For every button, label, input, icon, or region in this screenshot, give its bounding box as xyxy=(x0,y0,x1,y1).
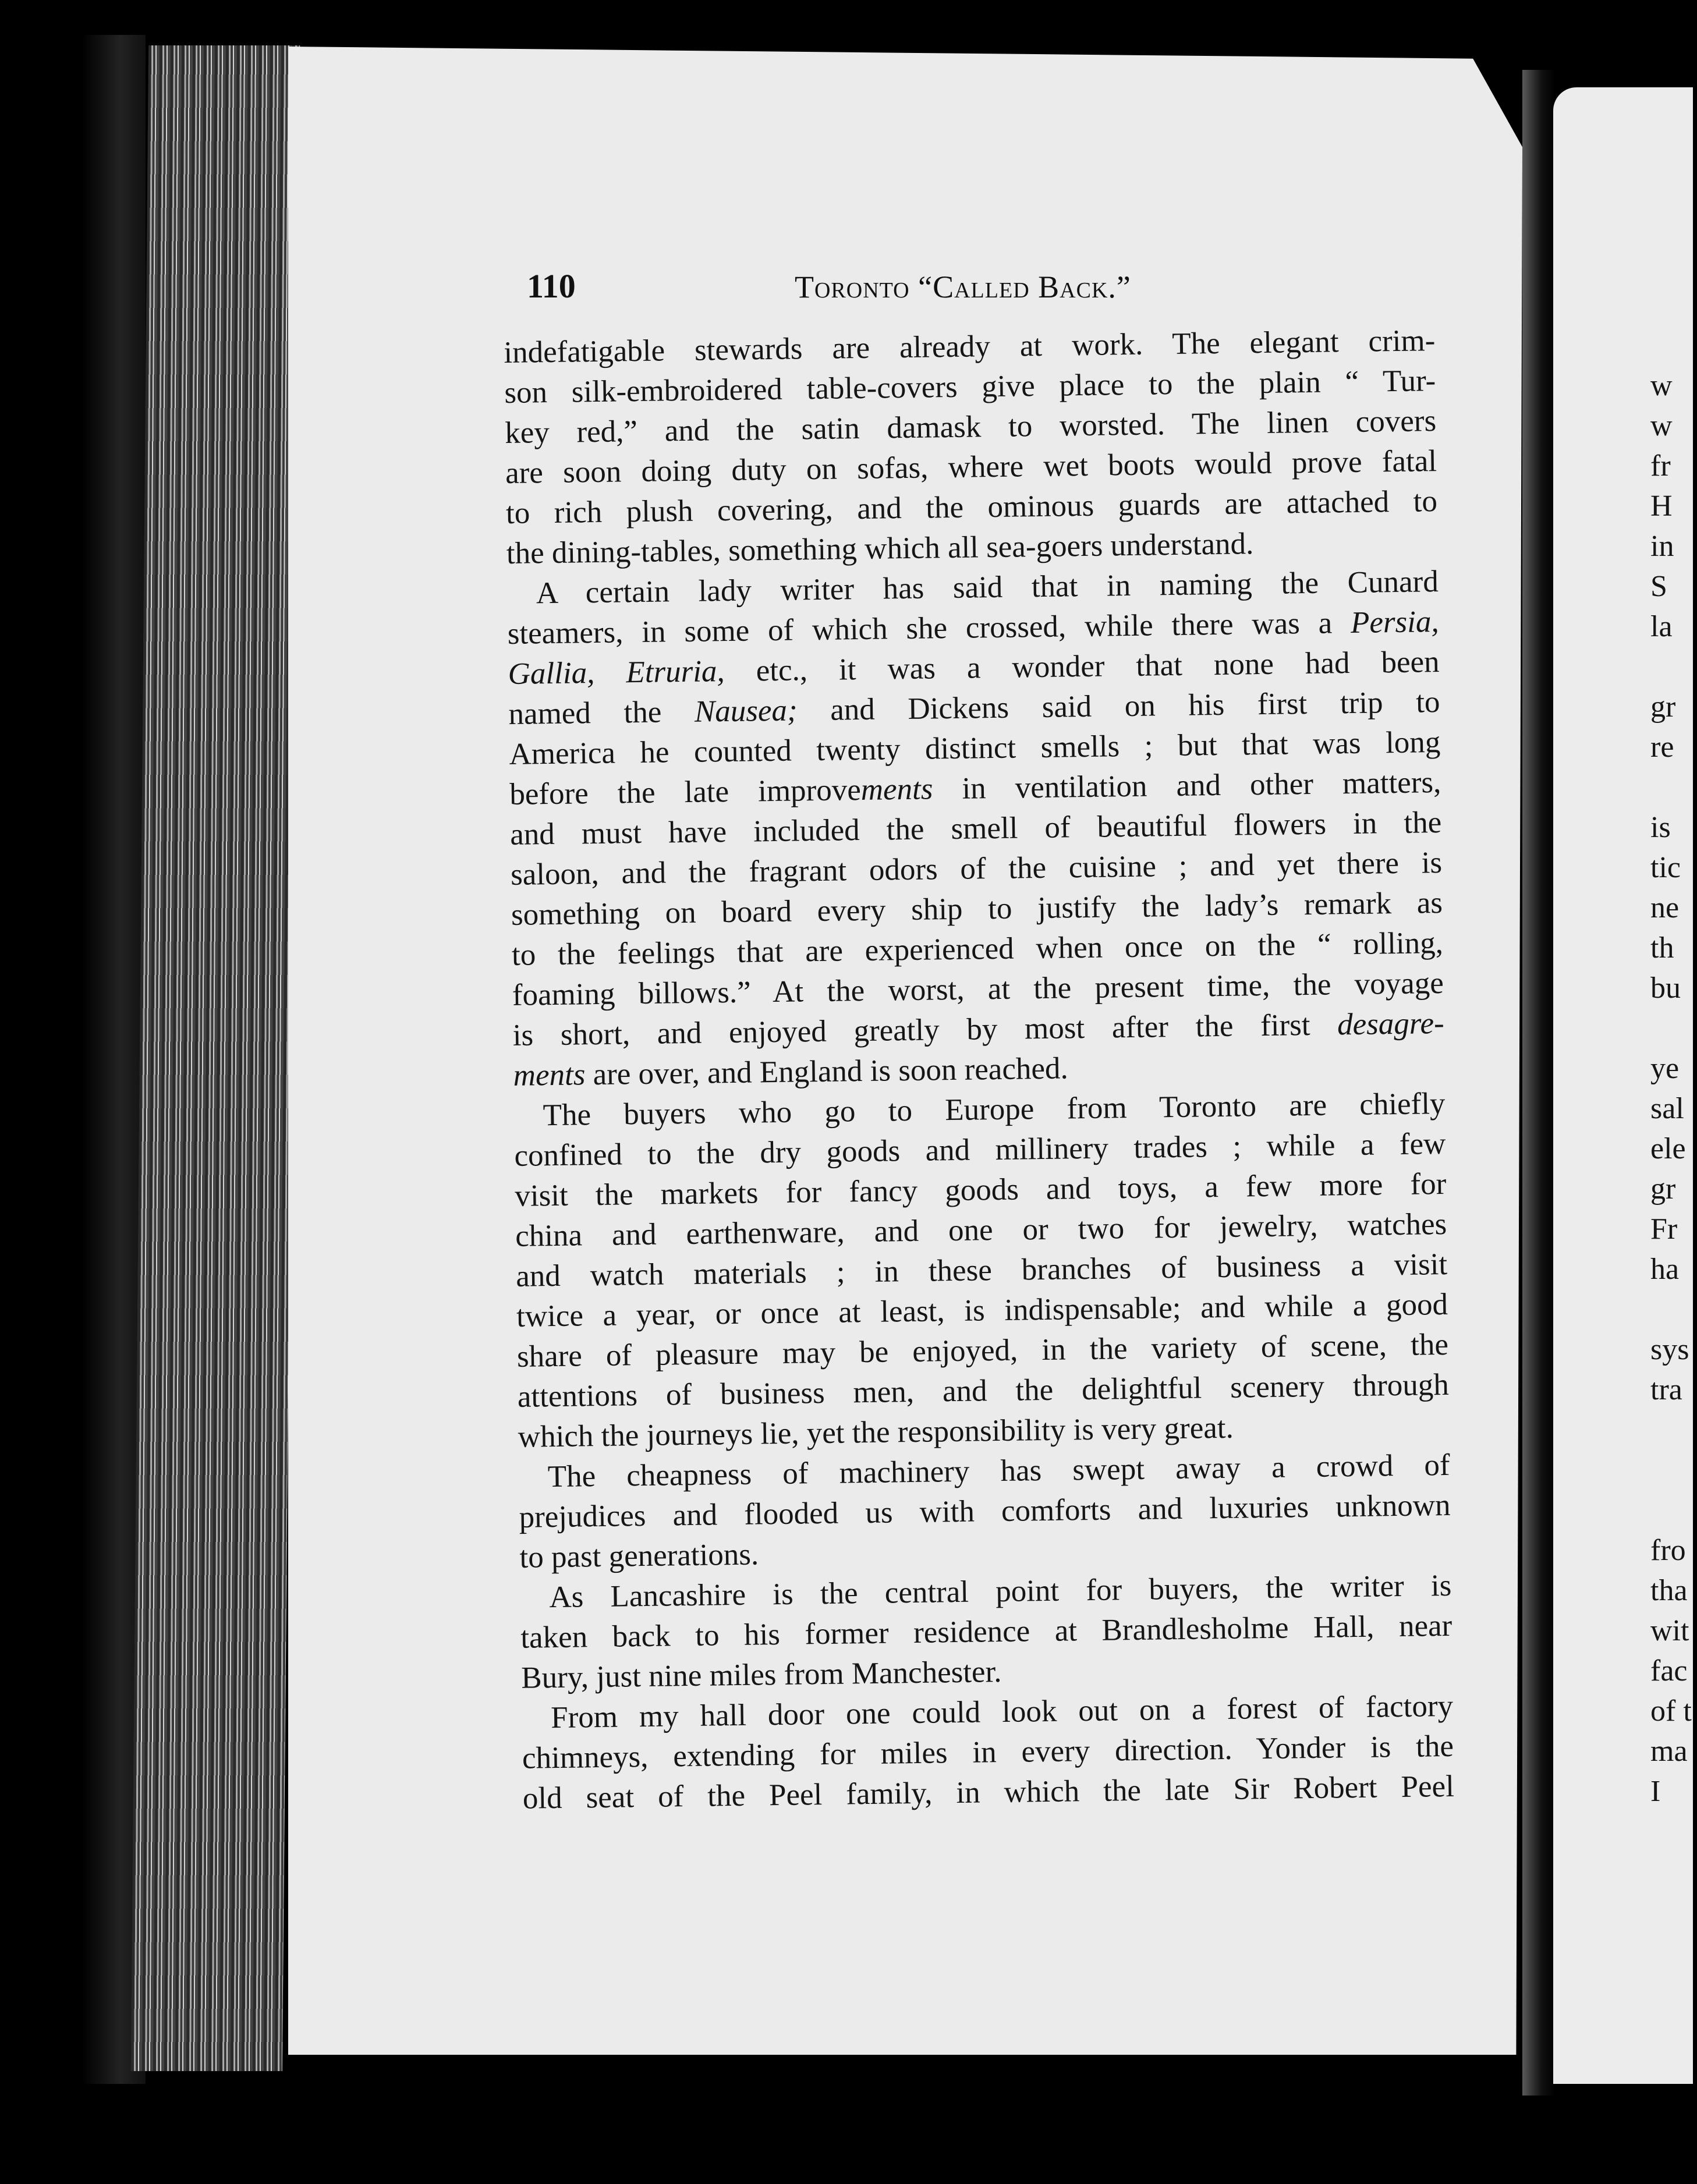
text-line: A certain lady writer has said that in naming the Cunard xyxy=(536,565,1439,611)
text-line: The cheapness of machinery has swept away a crowd of xyxy=(547,1448,1450,1494)
text-line: son silk-embroidered table-covers give place to the plain “ Tur- xyxy=(504,364,1436,410)
fragment: of t xyxy=(1650,1694,1692,1728)
text-line: From my hall door one could look out on a forest of factory xyxy=(550,1689,1454,1735)
text-line: share of pleasure may be enjoyed, in the variety of scene, the xyxy=(516,1327,1449,1374)
text-line: old seat of the Peel family, in which the late Sir Robert Peel xyxy=(522,1769,1455,1816)
text-line: confined to the dry goods and millinery trades ; while a few xyxy=(514,1126,1446,1173)
text-line: ments are over, and England is soon reached. xyxy=(513,1051,1069,1093)
fragment: th xyxy=(1650,931,1674,965)
fragment: bu xyxy=(1650,972,1681,1005)
fragment xyxy=(1650,1289,1697,1329)
fragment: is xyxy=(1650,811,1671,844)
page-number: 110 xyxy=(527,267,576,305)
fragment: fr xyxy=(1650,449,1671,483)
fragment: w xyxy=(1650,369,1673,402)
text-line: which the journeys lie, yet the responsibility is very great. xyxy=(518,1410,1234,1454)
fragment: tic xyxy=(1650,851,1681,884)
text-line: and watch materials ; in these branches of business a visit xyxy=(515,1247,1448,1293)
text-line: As Lancashire is the central point for buyers, the writer is xyxy=(549,1568,1452,1615)
page-header xyxy=(527,267,1196,313)
text-line: taken back to his former residence at Brandlesholme Hall, near xyxy=(520,1608,1452,1655)
page-edge-stack xyxy=(131,45,300,2071)
fragment xyxy=(1650,767,1697,807)
fragment: ele xyxy=(1650,1132,1686,1165)
fragment: re xyxy=(1650,731,1674,764)
text-line: to the feelings that are experienced when once on the “ rolling, xyxy=(511,926,1444,972)
text-line: named the Nausea; and Dickens said on his first trip to xyxy=(508,685,1440,731)
fragment xyxy=(1650,1450,1697,1490)
text-line: the dining-tables, something which all sea-goers understand. xyxy=(506,527,1254,570)
text-line: Bury, just nine miles from Manchester. xyxy=(520,1655,1002,1695)
fragment: fro xyxy=(1650,1534,1686,1567)
text-line: twice a year, or once at least, is indispensable; and while a good xyxy=(516,1287,1448,1334)
fragment: w xyxy=(1650,409,1673,442)
fragment xyxy=(1650,647,1697,687)
fragment: ha xyxy=(1650,1253,1680,1286)
text-line: key red,” and the satin damask to worsted. The linen covers xyxy=(504,404,1437,450)
body-text xyxy=(504,321,1454,1819)
text-line: is short, and enjoyed greatly by most after the first desagre- xyxy=(512,1006,1445,1052)
fragment: tha xyxy=(1650,1574,1688,1607)
text-line: The buyers who go to Europe from Toronto are chiefly xyxy=(543,1086,1446,1133)
right-page-text-fragments xyxy=(1650,366,1697,1811)
fragment: H xyxy=(1650,490,1673,523)
text-line: prejudices and flooded us with comforts and luxuries unknown xyxy=(519,1488,1451,1534)
fragment: la xyxy=(1650,610,1673,643)
fragment: S xyxy=(1650,570,1667,603)
fragment: sys xyxy=(1650,1333,1689,1366)
running-head: Toronto “Called Back.” xyxy=(795,270,1131,304)
text-line: America he counted twenty distinct smells ; but that was long xyxy=(509,725,1441,771)
text-line: Gallia, Etruria, etc., it was a wonder that none had been xyxy=(508,645,1440,691)
fragment: fac xyxy=(1650,1654,1688,1687)
fragment: ye xyxy=(1650,1052,1680,1085)
fragment: ne xyxy=(1650,891,1680,924)
fragment: gr xyxy=(1650,1172,1676,1206)
text-line: steamers, in some of which she crossed, while there was a Persia, xyxy=(507,605,1440,651)
fragment: Fr xyxy=(1650,1212,1678,1246)
text-line: indefatigable stewards are already at work. The elegant crim- xyxy=(504,324,1436,370)
text-line: to rich plush covering, and the ominous guards are attached to xyxy=(505,484,1438,530)
fragment: gr xyxy=(1650,690,1676,724)
fragment: I xyxy=(1650,1775,1661,1808)
text-line: china and earthenware, and one or two for jewelry, watches xyxy=(515,1207,1447,1253)
text-line: saloon, and the fragrant odors of the cuisine ; and yet there is xyxy=(510,845,1443,892)
text-line: attentions of business men, and the delightful scenery through xyxy=(517,1367,1450,1414)
book-gutter xyxy=(1522,70,1554,2096)
text-line: before the late improvements in ventilation and other matters, xyxy=(509,765,1441,811)
text-line: and must have included the smell of beautiful flowers in the xyxy=(509,805,1442,852)
fragment xyxy=(1650,1008,1697,1048)
fragment xyxy=(1650,1410,1697,1450)
fragment xyxy=(1650,1490,1697,1530)
text-line: are soon doing duty on sofas, where wet boots would prove fatal xyxy=(505,444,1437,490)
text-line: chimneys, extending for miles in every direction. Yonder is the xyxy=(522,1729,1454,1775)
text-line: visit the markets for fancy goods and toys, a few more for xyxy=(515,1167,1447,1213)
fragment: tra xyxy=(1650,1373,1682,1406)
text-line: foaming billows.” At the worst, at the present time, the voyage xyxy=(512,966,1444,1012)
fragment: in xyxy=(1650,530,1674,563)
text-line: something on board every ship to justify the lady’s remark as xyxy=(511,885,1443,932)
fragment: sal xyxy=(1650,1092,1684,1125)
fragment: ma xyxy=(1650,1735,1688,1768)
fragment: wit xyxy=(1650,1614,1689,1647)
text-line: to past generations. xyxy=(519,1537,759,1575)
